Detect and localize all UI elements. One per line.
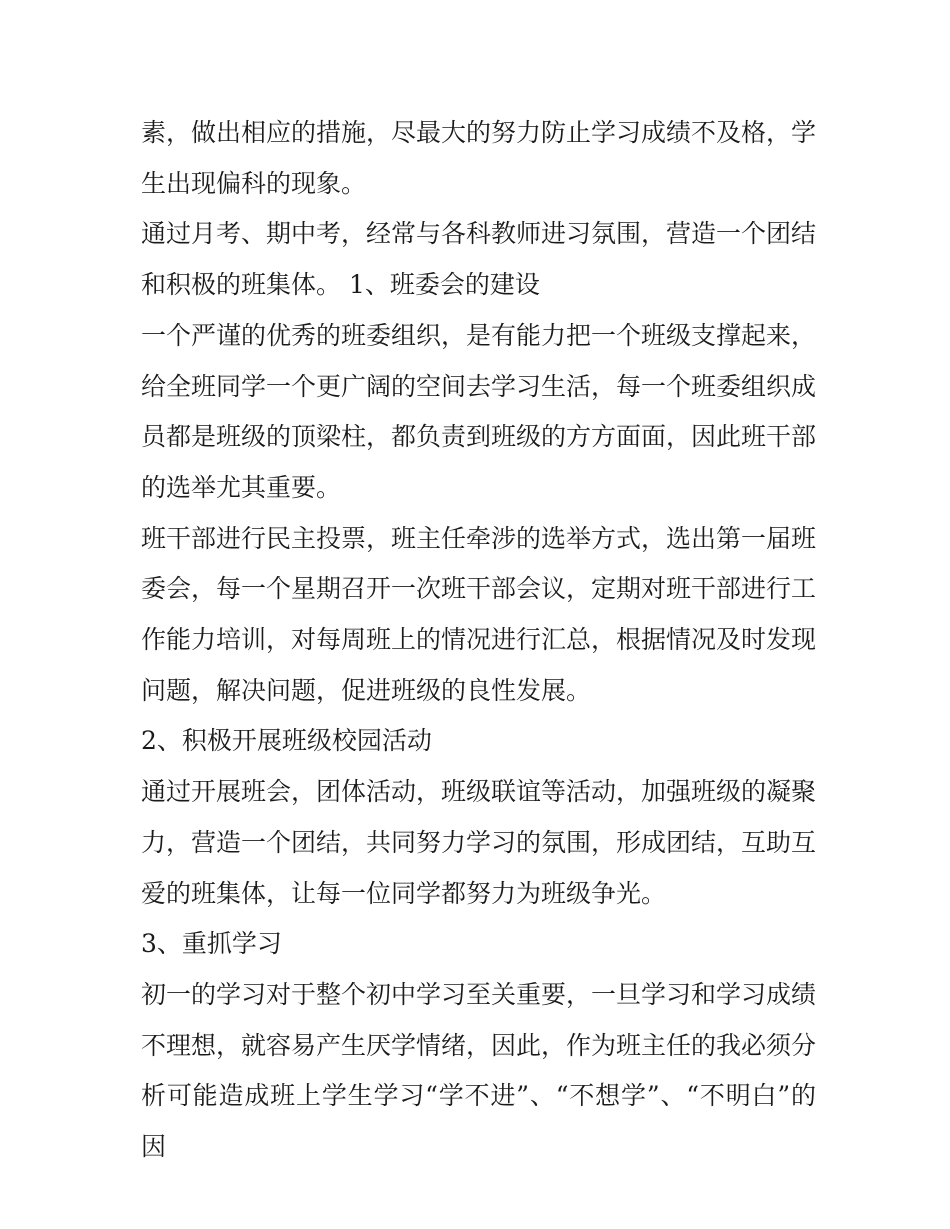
paragraph-class-committee: 一个严谨的优秀的班委组织，是有能力把一个班级支撑起来，给全班同学一个更广阔的空间去学习生活，每一个班委组织成员都是班级的顶梁柱，都负责到班级的方方面面，因此班干部的选举尤其重要。 xyxy=(141,320,817,502)
section-heading-study: 3、重抓学习 xyxy=(141,929,282,959)
paragraph-monthly-exam: 通过月考、期中考，经常与各科教师进习氛围，营造一个团结和积极的班集体。 1、班委会的建设 xyxy=(141,219,817,300)
paragraph-study-importance: 初一的学习对于整个初中学习至关重要，一旦学习和学习成绩不理想，就容易产生厌学情绪，因此，作为班主任的我必须分析可能造成班上学生学习“学不进”、“不想学”、“不明白”的因 xyxy=(141,979,817,1162)
paragraph-continuation: 素，做出相应的措施，尽最大的努力防止学习成绩不及格，学生出现偏科的现象。 xyxy=(141,118,817,198)
paragraph-cadre-election: 班干部进行民主投票，班主任牵涉的选举方式，选出第一届班委会，每一个星期召开一次班干部会议，定期对班干部进行工作能力培训，对每周班上的情况进行汇总，根据情况及时发现问题，解决问题，促进班级的良性发展。 xyxy=(141,523,817,705)
section-heading-campus-activities: 2、积极开展班级校园活动 xyxy=(141,726,432,756)
document-body xyxy=(141,108,816,1173)
paragraph-class-activities: 通过开展班会，团体活动，班级联谊等活动，加强班级的凝聚力，营造一个团结，共同努力学习的氛围，形成团结，互助互爱的班集体，让每一位同学都努力为班级争光。 xyxy=(141,777,817,908)
